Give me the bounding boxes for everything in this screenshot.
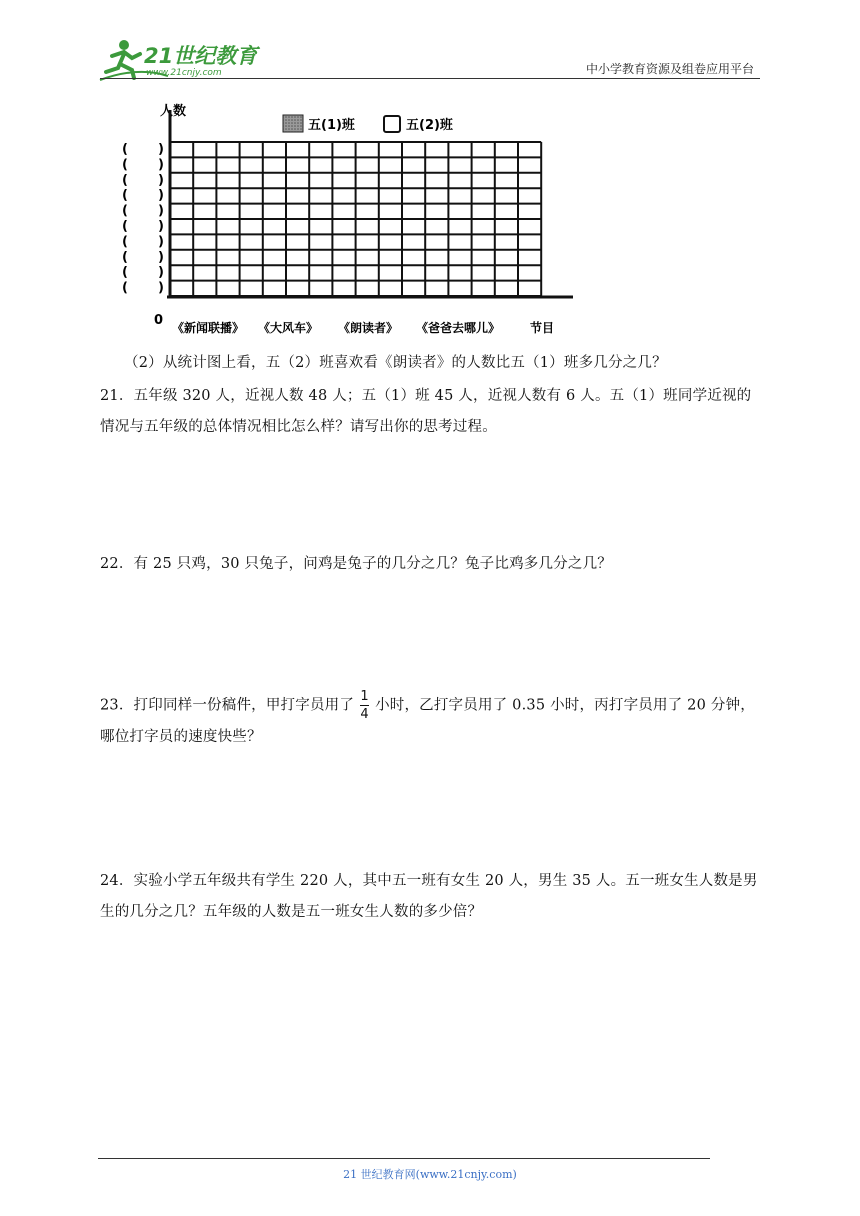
- y-tick-open-paren: (: [122, 203, 128, 219]
- y-tick-open-paren: (: [122, 188, 128, 204]
- y-tick-close-paren: ): [158, 188, 164, 204]
- fraction-numerator: 1: [360, 689, 369, 704]
- footer-rule: [98, 1158, 710, 1159]
- y-tick-close-paren: ): [158, 203, 164, 219]
- fraction-one-quarter: [360, 690, 369, 721]
- site-logo: [98, 36, 268, 82]
- question-22: 22．有 25 只鸡，30 只兔子，问鸡是兔子的几分之几？兔子比鸡多几分之几？: [100, 556, 612, 572]
- site-name: 中小学教育资源及组卷应用平台: [585, 62, 754, 76]
- y-tick-open-paren: (: [122, 249, 128, 265]
- chart-grid: [170, 142, 541, 296]
- logo-url: www.21cnjy.com: [146, 68, 222, 78]
- x-category-label: 《大风车》: [258, 321, 319, 335]
- legend-swatch-class-2: [384, 116, 400, 132]
- y-tick-labels: [122, 142, 164, 296]
- question-21: 21．五年级 320 人，近视人数 48 人；五（1）班 45 人，近视人数有 6 人。五（1）班同学近视的情况与五年级的总体情况相比怎么样？请写出你的思考过程。: [100, 388, 752, 435]
- y-tick-open-paren: (: [122, 265, 128, 281]
- origin-label: 0: [154, 313, 164, 328]
- x-category-label: 《爸爸去哪儿》: [416, 321, 501, 335]
- y-tick-close-paren: ): [158, 280, 164, 296]
- y-tick-close-paren: ): [158, 142, 164, 157]
- logo-mark: 21世纪教育: [144, 44, 258, 68]
- y-axis-label: 人数: [160, 104, 187, 119]
- x-axis-label: 节目: [530, 321, 555, 335]
- x-category-label: 《新闻联播》: [172, 321, 245, 335]
- y-tick-close-paren: ): [158, 249, 164, 265]
- legend-swatch-class-1: [283, 115, 303, 132]
- header-rule: [100, 78, 760, 79]
- y-tick-close-paren: ): [158, 265, 164, 281]
- y-tick-close-paren: ): [158, 219, 164, 234]
- legend-label-class-1: 五(1)班: [308, 118, 355, 133]
- y-tick-open-paren: (: [122, 234, 128, 250]
- legend-label-class-2: 五(2)班: [406, 118, 453, 133]
- question-23: [100, 690, 766, 753]
- x-category-label: 《朗读者》: [338, 321, 399, 335]
- x-category-labels: [172, 320, 500, 335]
- bar-chart: [108, 98, 598, 340]
- question-23-text-b: 小时，乙打字员用了 0.35 小时，丙打字员用了 20 分钟，哪位打字员的速度快些？: [100, 697, 755, 745]
- question-24: 24．实验小学五年级共有学生 220 人，其中五一班有女生 20 人，男生 35 人。五一班女生人数是男生的几分之几？五年级的人数是五一班女生人数的多少倍？: [100, 873, 758, 920]
- footer-text: 21 世纪教育网(www.21cnjy.com): [343, 1168, 517, 1181]
- y-tick-open-paren: (: [122, 142, 128, 157]
- question-23-text-a: 23．打印同样一份稿件，甲打字员用了: [100, 697, 355, 714]
- y-tick-close-paren: ): [158, 172, 164, 188]
- fraction-bar: [360, 705, 369, 706]
- question-20-part-2: （2）从统计图上看，五（2）班喜欢看《朗读者》的人数比五（1）班多几分之几？: [124, 355, 667, 371]
- legend: [283, 115, 454, 133]
- y-tick-open-paren: (: [122, 172, 128, 188]
- fraction-denominator: 4: [360, 707, 369, 722]
- y-tick-open-paren: (: [122, 280, 128, 296]
- y-tick-open-paren: (: [122, 157, 128, 173]
- y-tick-open-paren: (: [122, 219, 128, 234]
- y-tick-close-paren: ): [158, 234, 164, 250]
- y-tick-close-paren: ): [158, 157, 164, 173]
